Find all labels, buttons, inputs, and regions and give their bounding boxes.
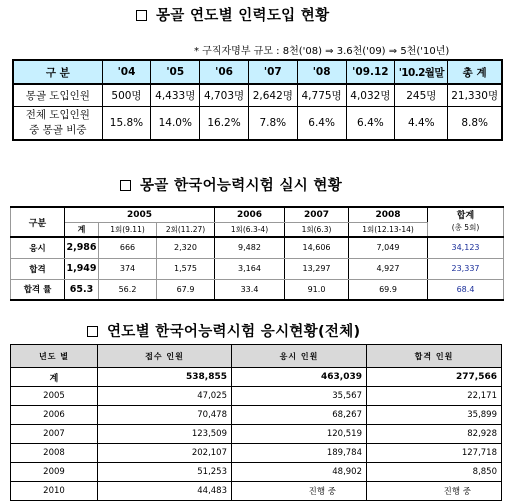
table-cell: 65.3 xyxy=(65,279,99,300)
total-header-line: 합계 xyxy=(456,211,475,221)
section3-title xyxy=(87,320,360,341)
subheader-cell: 2회(11.27) xyxy=(157,222,215,237)
header-cell: '06 xyxy=(200,60,249,84)
table-cell: 1,949 xyxy=(65,258,99,279)
subheader-cell: 1회(12.13-14) xyxy=(349,222,428,237)
table-row xyxy=(11,237,504,258)
table-cell: 189,784 xyxy=(232,444,367,463)
subheader-cell: 계 xyxy=(65,222,99,237)
table-cell: 2,642명 xyxy=(248,84,297,106)
subheader-cell: 1회(6.3) xyxy=(285,222,349,237)
section1-note: * 구직자명부 규모 : 8천('08) ⇒ 3.6천('09) ⇒ 5천('10년) xyxy=(194,46,450,57)
table-cell: 127,718 xyxy=(367,444,502,463)
year-header: 2005 xyxy=(65,207,215,222)
table-cell: 4,032명 xyxy=(346,84,395,106)
header-cell: '08 xyxy=(297,60,346,84)
table-cell: 2,986 xyxy=(65,237,99,258)
table-row xyxy=(13,84,502,106)
table-cell: 3,164 xyxy=(215,258,285,279)
table-cell: 7,049 xyxy=(349,237,428,258)
table-cell: 33.4 xyxy=(215,279,285,300)
subheader-cell: 1회(6.3-4) xyxy=(215,222,285,237)
year-header: 2007 xyxy=(285,207,349,222)
table-cell: 22,171 xyxy=(367,387,502,406)
table-cell: 9,482 xyxy=(215,237,285,258)
table-cell: 8,850 xyxy=(367,463,502,482)
table-cell: 2,320 xyxy=(157,237,215,258)
row-label: 2008 xyxy=(11,444,98,463)
table-row xyxy=(11,482,502,501)
table-cell: 44,483 xyxy=(98,482,232,501)
row-label: 2005 xyxy=(11,387,98,406)
table-cell: 500명 xyxy=(102,84,151,106)
table-cell: 48,902 xyxy=(232,463,367,482)
table-header-row xyxy=(11,207,504,222)
row-label: 2010 xyxy=(11,482,98,501)
table-cell: 진행 중 xyxy=(232,482,367,501)
header-cell: 응시 인원 xyxy=(232,345,367,368)
year-header: 2008 xyxy=(349,207,428,222)
row-label: 2007 xyxy=(11,425,98,444)
row-label: 계 xyxy=(11,368,98,387)
table-cell: 8.8% xyxy=(448,106,502,140)
header-cell: 년도 별 xyxy=(11,345,98,368)
table-cell: 6.4% xyxy=(297,106,346,140)
section2-title xyxy=(120,174,342,195)
table-cell: 67.9 xyxy=(157,279,215,300)
table-cell: 35,567 xyxy=(232,387,367,406)
table-cell: 4,775명 xyxy=(297,84,346,106)
table-cell: 1,575 xyxy=(157,258,215,279)
table-cell: 14.0% xyxy=(151,106,200,140)
header-cell: '09.12 xyxy=(346,60,395,84)
table-cell: 123,509 xyxy=(98,425,232,444)
total-row xyxy=(11,368,502,387)
table-cell: 56.2 xyxy=(99,279,157,300)
header-cell: '04 xyxy=(102,60,151,84)
section3-title-text: 연도별 한국어능력시험 응시현황(전체) xyxy=(107,324,361,340)
table-header-row xyxy=(11,345,502,368)
subheader-cell: 1회(9.11) xyxy=(99,222,157,237)
table-cell: 4,433명 xyxy=(151,84,200,106)
checkbox-square-icon xyxy=(136,10,147,21)
header-cell: 접수 인원 xyxy=(98,345,232,368)
table-row xyxy=(11,425,502,444)
table-header-row xyxy=(13,60,502,84)
table-cell: 202,107 xyxy=(98,444,232,463)
header-cell: '05 xyxy=(151,60,200,84)
table-row xyxy=(11,463,502,482)
section1-title-text: 몽골 연도별 인력도입 현황 xyxy=(156,8,330,24)
table-cell: 245명 xyxy=(395,84,448,106)
table-row xyxy=(11,444,502,463)
header-cell: 구분 xyxy=(11,207,65,237)
checkbox-square-icon xyxy=(87,326,98,337)
section2-title-text: 몽골 한국어능력시험 실시 현황 xyxy=(140,178,343,194)
row-label: 몽골 도입인원 xyxy=(13,84,102,106)
table-row xyxy=(11,387,502,406)
table-cell: 7.8% xyxy=(248,106,297,140)
table-cell: 68,267 xyxy=(232,406,367,425)
row-label: 합격 률 xyxy=(11,279,65,300)
table-cell: 277,566 xyxy=(367,368,502,387)
table-cell: 15.8% xyxy=(102,106,151,140)
table-cell: 68.4 xyxy=(428,279,504,300)
table-row xyxy=(11,258,504,279)
mongolia-workforce-table xyxy=(12,59,503,141)
table-cell: 4,703명 xyxy=(200,84,249,106)
table-cell: 35,899 xyxy=(367,406,502,425)
table-cell: 16.2% xyxy=(200,106,249,140)
table-cell: 70,478 xyxy=(98,406,232,425)
row-label: 합격 xyxy=(11,258,65,279)
table-row xyxy=(13,106,502,140)
total-header-line: (총 5회) xyxy=(451,223,480,232)
header-cell: '07 xyxy=(248,60,297,84)
checkbox-square-icon xyxy=(120,180,131,191)
header-cell: 총 계 xyxy=(448,60,502,84)
table-cell: 14,606 xyxy=(285,237,349,258)
row-label: 2009 xyxy=(11,463,98,482)
table-cell: 21,330명 xyxy=(448,84,502,106)
row-label-line: 중 몽골 비중 xyxy=(29,123,87,136)
table-cell: 4.4% xyxy=(395,106,448,140)
topik-applicants-table xyxy=(10,344,502,501)
table-cell: 4,927 xyxy=(349,258,428,279)
total-header xyxy=(428,207,504,237)
header-cell: 합격 인원 xyxy=(367,345,502,368)
table-cell: 666 xyxy=(99,237,157,258)
header-cell: 구 분 xyxy=(13,60,102,84)
row-label xyxy=(13,106,102,140)
table-cell: 538,855 xyxy=(98,368,232,387)
row-label-line: 전체 도입인원 xyxy=(25,108,90,121)
table-cell: 82,928 xyxy=(367,425,502,444)
table-cell: 진행 중 xyxy=(367,482,502,501)
row-label: 응시 xyxy=(11,237,65,258)
table-cell: 51,253 xyxy=(98,463,232,482)
row-label: 2006 xyxy=(11,406,98,425)
mongolia-topik-table xyxy=(10,206,504,301)
table-cell: 34,123 xyxy=(428,237,504,258)
table-cell: 13,297 xyxy=(285,258,349,279)
table-row xyxy=(11,406,502,425)
table-cell: 6.4% xyxy=(346,106,395,140)
section1-title xyxy=(136,4,329,25)
table-cell: 120,519 xyxy=(232,425,367,444)
year-header: 2006 xyxy=(215,207,285,222)
table-cell: 91.0 xyxy=(285,279,349,300)
table-cell: 374 xyxy=(99,258,157,279)
table-row xyxy=(11,279,504,300)
table-cell: 463,039 xyxy=(232,368,367,387)
header-cell: '10.2월말 xyxy=(395,60,448,84)
table-cell: 69.9 xyxy=(349,279,428,300)
table-cell: 47,025 xyxy=(98,387,232,406)
table-cell: 23,337 xyxy=(428,258,504,279)
